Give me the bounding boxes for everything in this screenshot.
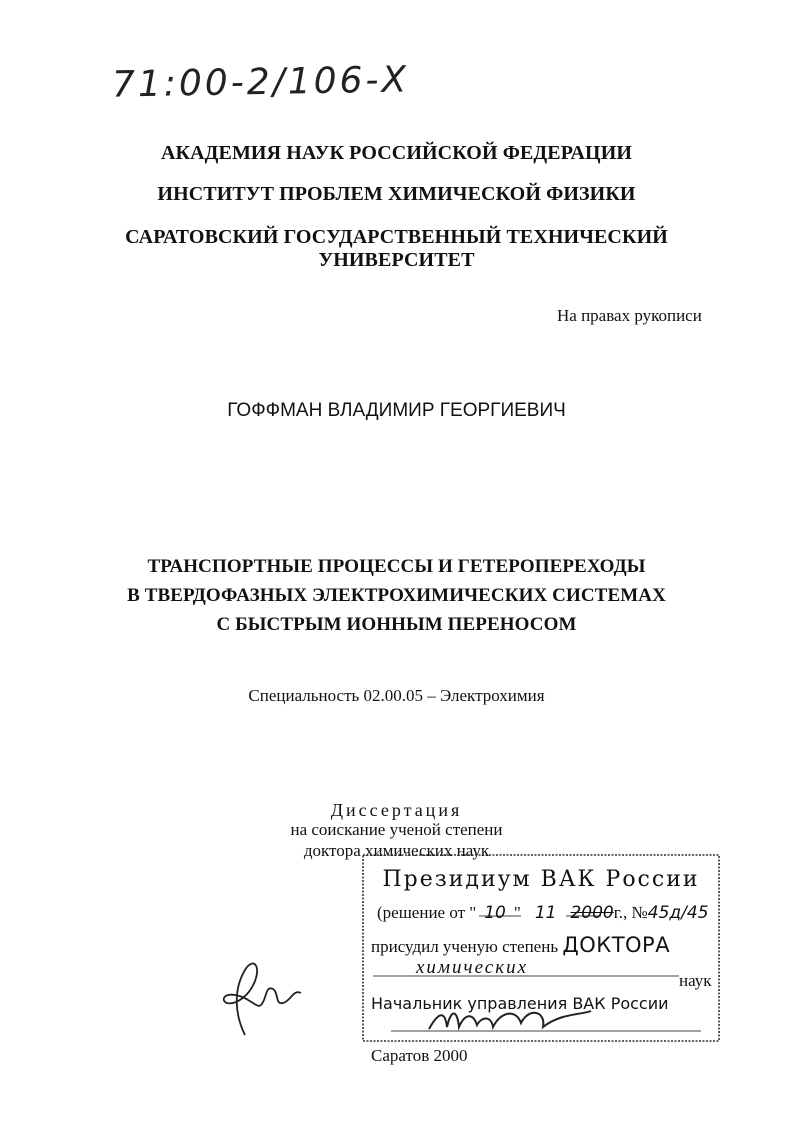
stamp-title: Президиум ВАК России <box>382 867 700 892</box>
decision-prefix: (решение от " <box>377 903 477 922</box>
decision-sep: " <box>513 903 521 922</box>
field-suffix: наук <box>679 971 712 990</box>
thesis-title-line3: С БЫСТРЫМ ИОННЫМ ПЕРЕНОСОМ <box>216 614 577 635</box>
thesis-title-line1: ТРАНСПОРТНЫЕ ПРОЦЕССЫ И ГЕТЕРОПЕРЕХОДЫ <box>147 556 646 577</box>
rights-note: На правах рукописи <box>557 306 702 325</box>
archive-code: 71:00-2/106-Х <box>111 59 410 106</box>
awarded-degree: ДОКТОРА <box>562 933 671 957</box>
organization-academy: АКАДЕМИЯ НАУК РОССИЙСКОЙ ФЕДЕРАЦИИ <box>160 142 633 164</box>
decision-g: г., № <box>613 903 648 922</box>
specialty: Специальность 02.00.05 – Электрохимия <box>248 686 545 705</box>
vak-stamp <box>361 853 721 1043</box>
decision-day: 10 <box>484 903 506 923</box>
stamp-signature <box>421 1001 601 1041</box>
field-handwritten: химических <box>416 957 529 978</box>
decision-year: 2000 <box>570 903 614 923</box>
author-signature <box>205 945 315 1045</box>
place-year: Саратов 2000 <box>371 1046 468 1065</box>
degree-line1: на соискание ученой степени <box>290 820 503 839</box>
organization-university-line1: САРАТОВСКИЙ ГОСУДАРСТВЕННЫЙ ТЕХНИЧЕСКИЙ <box>125 226 668 248</box>
decision-number: 45д/45 <box>647 903 709 923</box>
degree-line2: доктора химических наук <box>303 841 490 860</box>
stamp-awarded-line <box>371 933 670 957</box>
organization-institute: ИНСТИТУТ ПРОБЛЕМ ХИМИЧЕСКОЙ ФИЗИКИ <box>157 183 636 205</box>
thesis-title-line2: В ТВЕРДОФАЗНЫХ ЭЛЕКТРОХИМИЧЕСКИХ СИСТЕМАХ <box>127 585 666 606</box>
stamp-signatory: Начальник управления ВАК России <box>371 994 669 1013</box>
decision-month: 11 <box>534 903 557 923</box>
organization-university-line2: УНИВЕРСИТЕТ <box>318 249 475 271</box>
degree-heading: Диссертация <box>330 800 463 820</box>
stamp-decision-line <box>377 903 709 923</box>
author-name: ГОФФМАН ВЛАДИМИР ГЕОРГИЕВИЧ <box>227 400 566 421</box>
awarded-prefix: присудил ученую степень <box>371 937 559 956</box>
